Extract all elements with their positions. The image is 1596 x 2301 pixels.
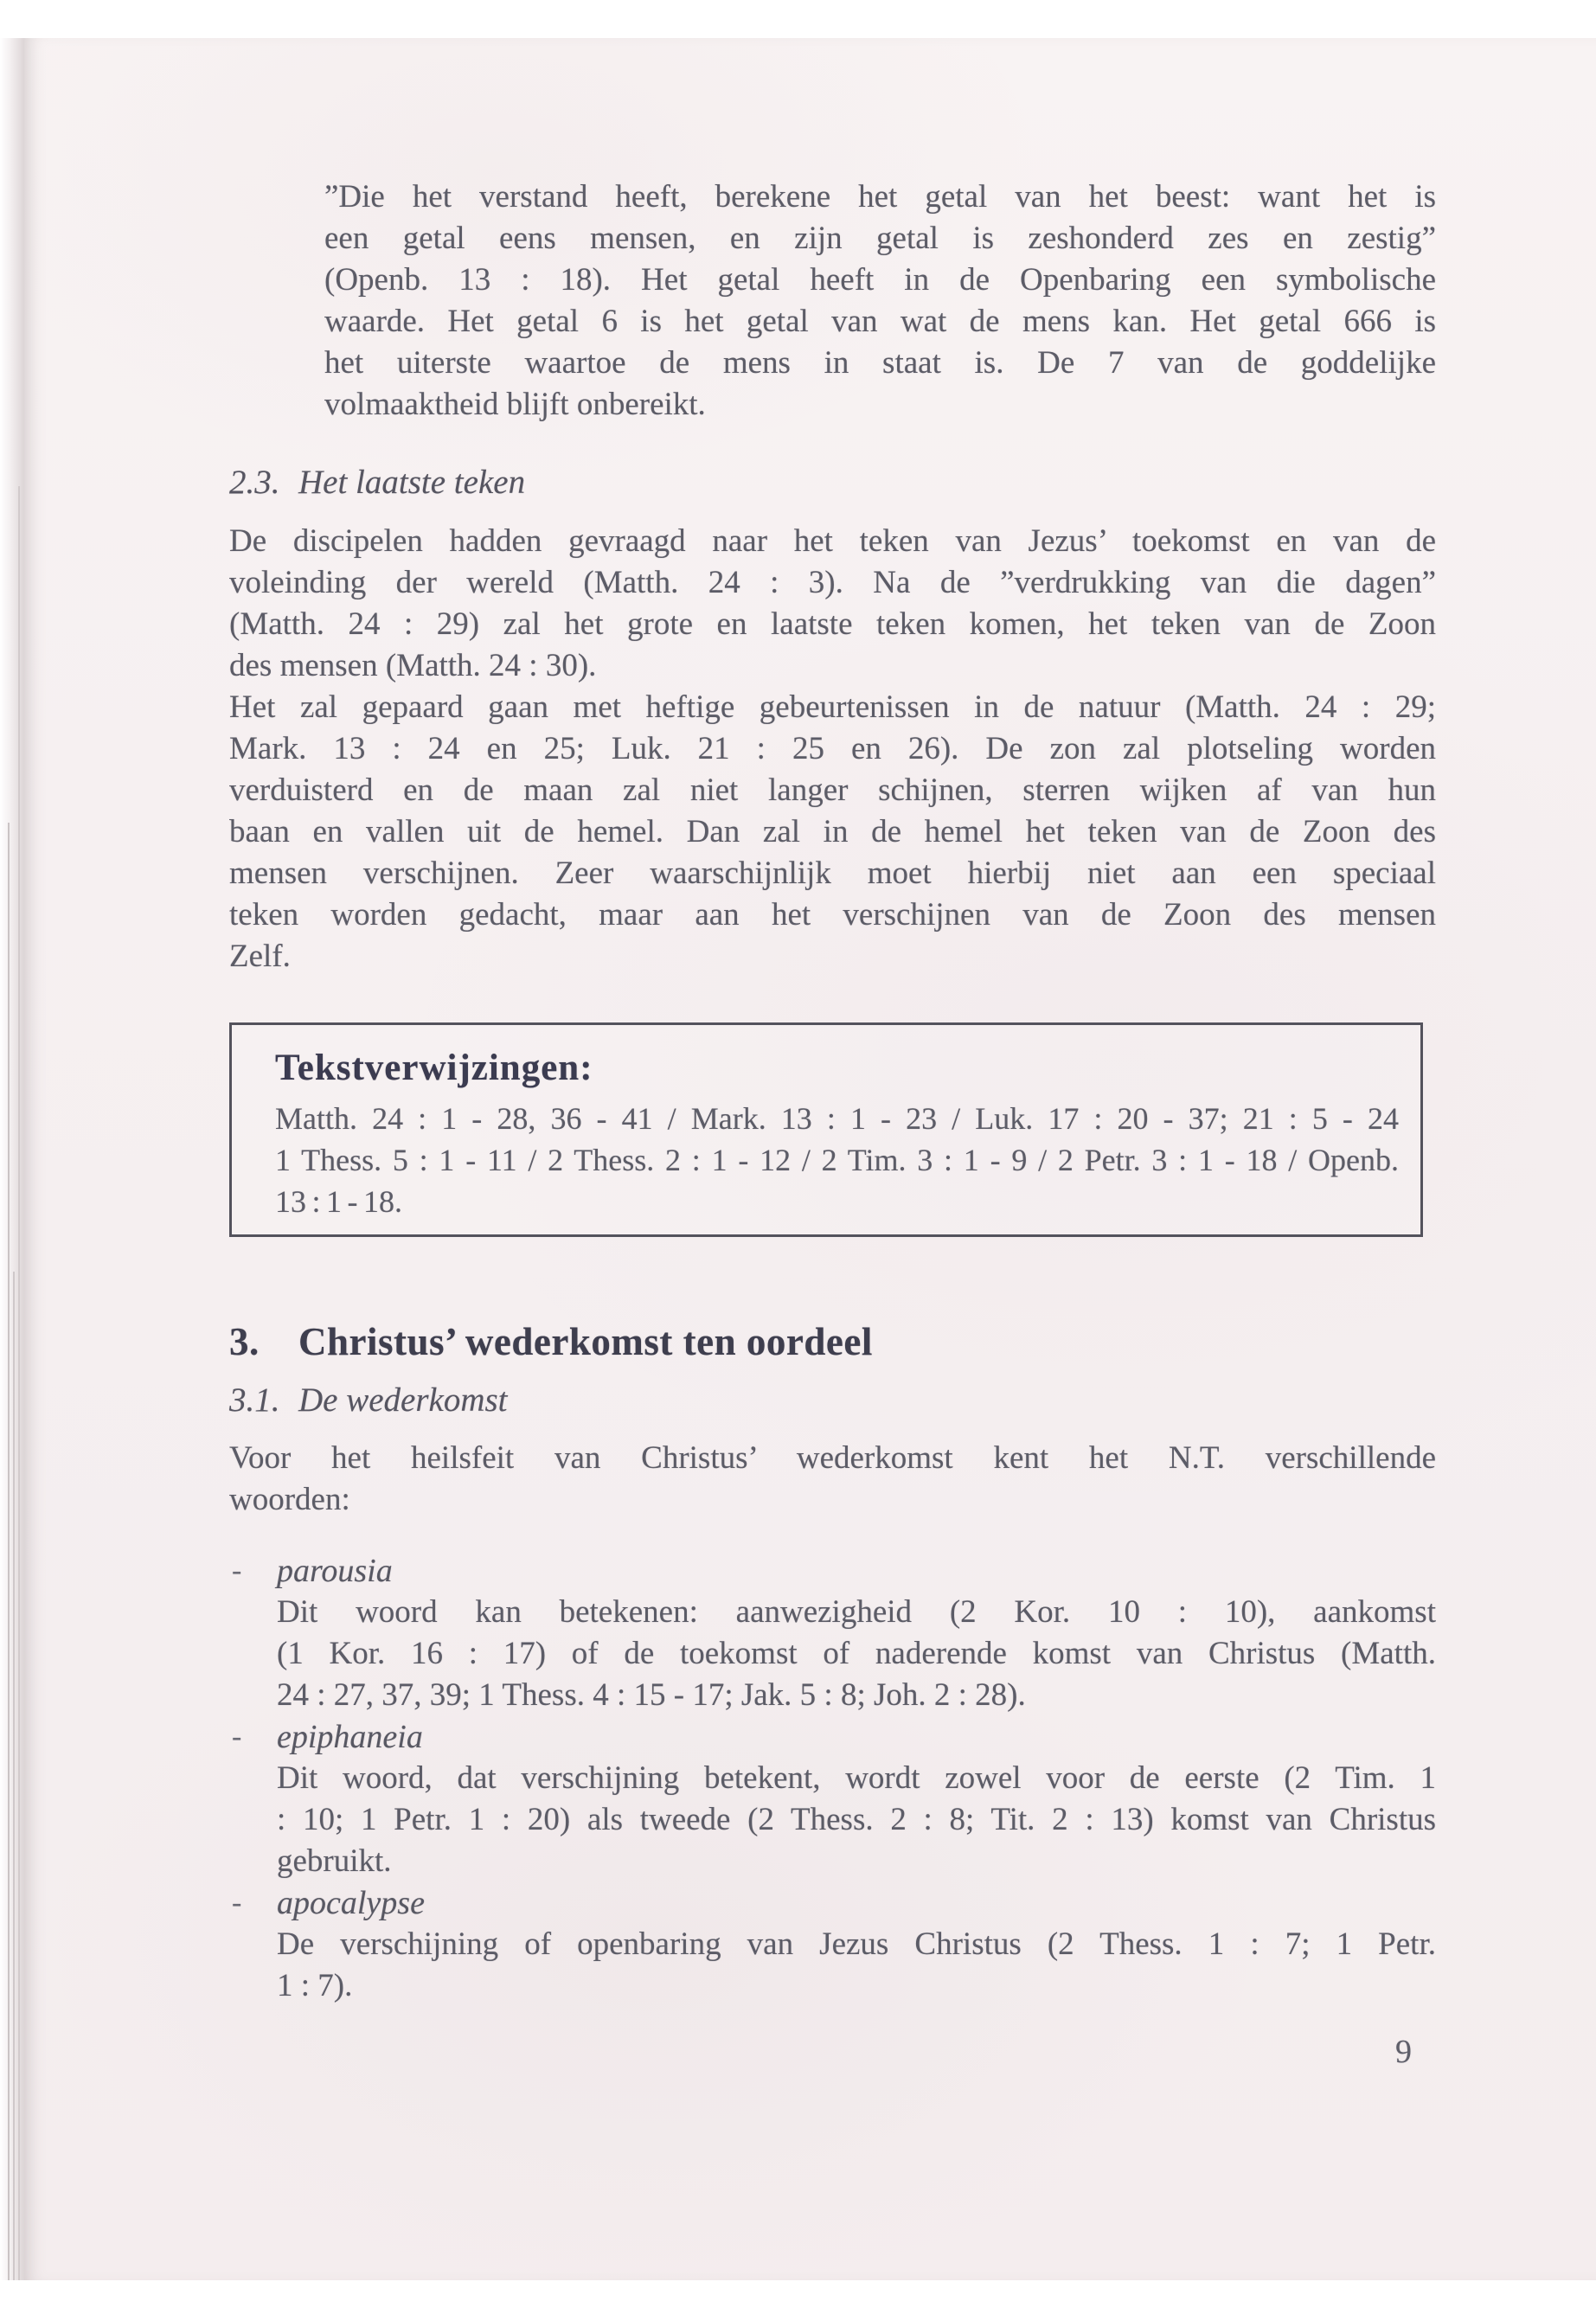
quote-paragraph [324, 176, 1436, 426]
text-line: De discipelen hadden gevraagd naar het teken van Jezus’ toekomst en van de [229, 523, 1436, 559]
term-name: epiphaneia [277, 1719, 423, 1755]
references-box-text [275, 1098, 1399, 1222]
paragraph-last-sign [229, 521, 1436, 687]
text-line: voleinding der wereld (Matth. 24 : 3). Na de ”verdrukking van die dagen” [229, 565, 1436, 600]
references-box-heading: Tekstverwijzingen: [275, 1048, 593, 1088]
text-line: (Matth. 24 : 29) zal het grote en laatste teken komen, het teken van de Zoon [229, 606, 1436, 642]
dash-bullet: - [232, 1554, 242, 1586]
text-line: 24 : 27, 37, 39; 1 Thess. 4 : 15 - 17; Jak. 5 : 8; Joh. 2 : 28). [277, 1677, 1026, 1713]
section-title: De wederkomst [298, 1381, 508, 1419]
text-line: volmaaktheid blijft onbereikt. [324, 387, 706, 422]
page-number: 9 [1395, 2034, 1412, 2070]
text-line: teken worden gedacht, maar aan het verschijnen van de Zoon des mensen [229, 897, 1436, 933]
text-line: woorden: [229, 1482, 350, 1517]
text-line: Dit woord, dat verschijning betekent, wordt zowel voor de eerste (2 Tim. 1 [277, 1760, 1436, 1796]
term-description [277, 1924, 1436, 2007]
book-page [24, 38, 1596, 2280]
text-line: waarde. Het getal 6 is het getal van wat de mens kan. Het getal 666 is [324, 304, 1436, 339]
text-line: (1 Kor. 16 : 17) of de toekomst of naderende komst van Christus (Matth. [277, 1636, 1436, 1671]
text-line: Voor het heilsfeit van Christus’ wederkomst kent het N.T. verschillende [229, 1440, 1436, 1476]
references-box [229, 1022, 1423, 1237]
section-title: Christus’ wederkomst ten oordeel [298, 1320, 873, 1363]
page-text-column [229, 176, 1436, 2073]
term-item-apocalypse [229, 1882, 1436, 2007]
section-3-heading [229, 1319, 1436, 1364]
text-line: het uiterste waartoe de mens in staat is. De 7 van de goddelijke [324, 345, 1436, 381]
page-edge-hairline [18, 486, 20, 2280]
section-3-1-heading [229, 1380, 1436, 1421]
dash-bullet: - [232, 1721, 242, 1753]
text-line: des mensen (Matth. 24 : 30). [229, 648, 597, 683]
page-edge-lines [0, 38, 24, 2280]
term-item-epiphaneia [229, 1716, 1436, 1882]
text-line: Dit woord kan betekenen: aanwezigheid (2 Kor. 10 : 10), aankomst [277, 1594, 1436, 1630]
text-line: Het zal gepaard gaan met heftige gebeurtenissen in de natuur (Matth. 24 : 29; [229, 689, 1436, 725]
page-edge-hairline [8, 823, 10, 2280]
term-description [277, 1592, 1436, 1716]
text-line: : 10; 1 Petr. 1 : 20) als tweede (2 Thess. 2 : 8; Tit. 2 : 13) komst van Christus [277, 1802, 1436, 1837]
text-line: 13 : 1 - 18. [275, 1184, 402, 1219]
term-name: apocalypse [277, 1885, 425, 1921]
text-line: verduisterd en de maan zal niet langer schijnen, sterren wijken af van hun [229, 772, 1436, 808]
term-body [277, 1550, 1436, 1716]
text-line: baan en vallen uit de hemel. Dan zal in de hemel het teken van de Zoon des [229, 814, 1436, 849]
text-line: een getal eens mensen, en zijn getal is zeshonderd zes en zestig” [324, 221, 1436, 256]
text-line: gebruikt. [277, 1843, 392, 1879]
text-line: (Openb. 13 : 18). Het getal heeft in de Openbaring een symbolische [324, 262, 1436, 298]
text-line: Matth. 24 : 1 - 28, 36 - 41 / Mark. 13 : 1 - 23 / Luk. 17 : 20 - 37; 21 : 5 - 24 [275, 1101, 1399, 1136]
text-line: De verschijning of openbaring van Jezus Christus (2 Thess. 1 : 7; 1 Petr. [277, 1926, 1436, 1962]
section-number: 2.3. [229, 464, 280, 501]
page-edge-hairline [13, 1272, 15, 2280]
text-line: Zelf. [229, 939, 291, 974]
term-list [229, 1550, 1436, 2007]
text-line: mensen verschijnen. Zeer waarschijnlijk moet hierbij niet aan een speciaal [229, 856, 1436, 891]
term-name: parousia [277, 1553, 393, 1589]
section-number: 3.1. [229, 1381, 280, 1419]
paragraph-nature-events [229, 687, 1436, 977]
section-number: 3. [229, 1320, 260, 1363]
section-title: Het laatste teken [298, 464, 526, 501]
text-line: Mark. 13 : 24 en 25; Luk. 21 : 25 en 26). De zon zal plotseling worden [229, 731, 1436, 766]
term-body [277, 1716, 1436, 1882]
term-description [277, 1758, 1436, 1882]
dash-bullet: - [232, 1887, 242, 1919]
text-line: 1 Thess. 5 : 1 - 11 / 2 Thess. 2 : 1 - 12 / 2 Tim. 3 : 1 - 9 / 2 Petr. 3 : 1 - 18 / Openb. [275, 1143, 1399, 1177]
term-item-parousia [229, 1550, 1436, 1716]
section-2-3-heading [229, 462, 1436, 503]
text-line: ”Die het verstand heeft, berekene het getal van het beest: want het is [324, 179, 1436, 215]
term-body [277, 1882, 1436, 2007]
paragraph-intro-words [229, 1438, 1436, 1521]
text-line: 1 : 7). [277, 1968, 353, 2003]
